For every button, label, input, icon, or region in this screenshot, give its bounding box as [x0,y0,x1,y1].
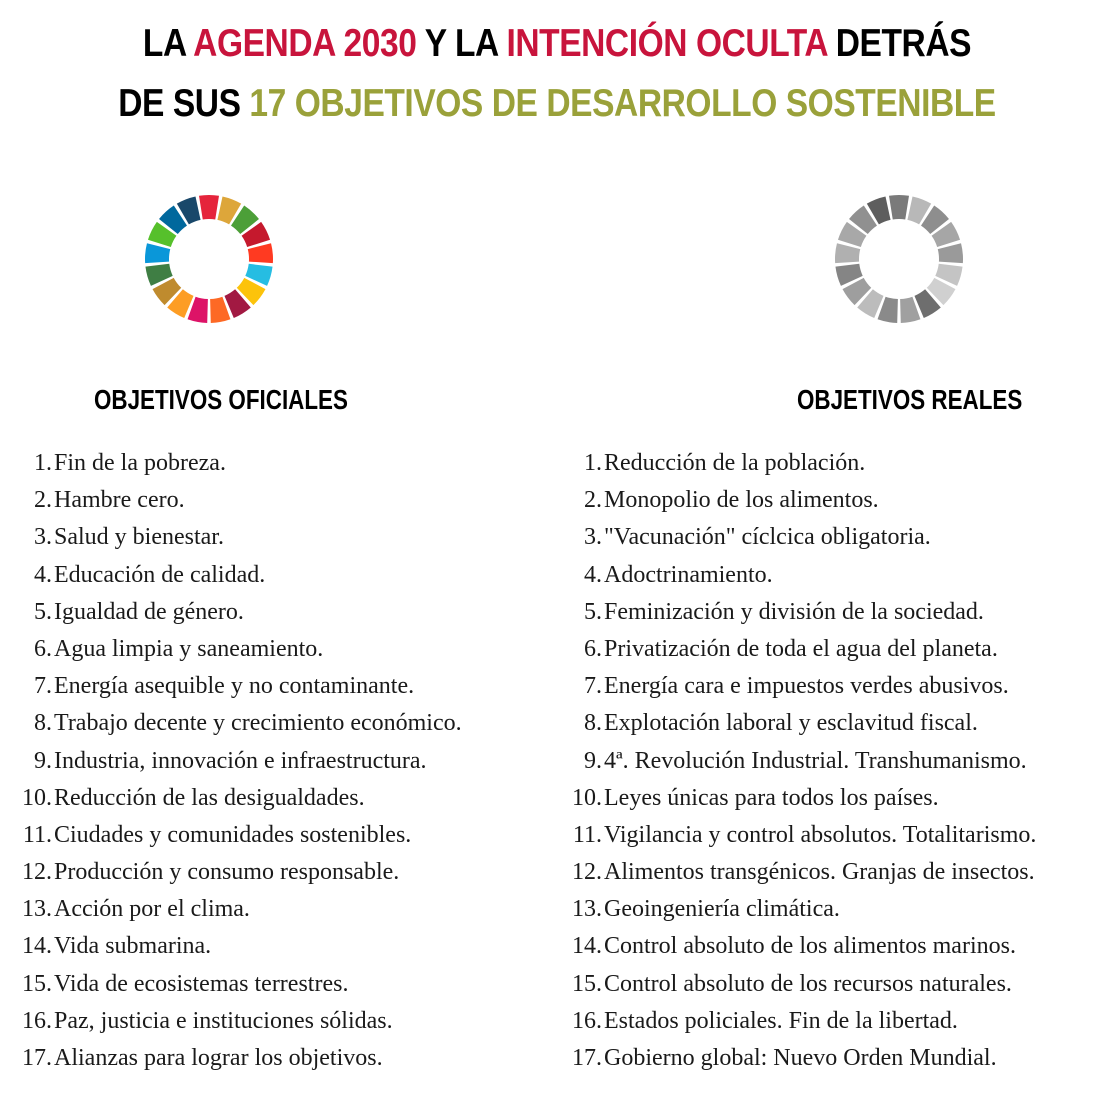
list-item [0,854,462,891]
item-text: Paz, justicia e instituciones sólidas. [54,1007,393,1034]
list-item [550,482,1036,519]
item-number: 15. [22,970,52,997]
item-text: Feminización y división de la sociedad. [604,598,984,625]
title-seg: LA [142,22,194,65]
list-item [550,891,1036,928]
item-text: Vida de ecosistemas terrestres. [54,970,349,997]
list-item [0,1003,462,1040]
item-number: 13. [22,896,52,923]
item-text: Vida submarina. [54,933,212,960]
item-text: Fin de la pobreza. [54,450,226,476]
list-item [550,743,1036,780]
wheel-segment [835,243,860,263]
item-number: 2. [584,487,602,514]
item-number: 17. [572,1045,602,1071]
list-item [0,631,462,668]
title-highlight-intencion: INTENCIÓN OCULTA [506,22,827,65]
list-item [0,705,462,742]
title-seg: Y LA [416,22,507,65]
sdg-color-wheel-icon [144,194,274,324]
list-item [550,928,1036,965]
item-text: Reducción de las desigualdades. [54,784,365,811]
list-item [550,817,1036,854]
item-number: 7. [584,673,602,700]
wheel-segment [145,243,170,263]
item-number: 1. [584,450,602,476]
list-item [0,482,462,519]
list-item [550,1003,1036,1040]
title-seg: DETRÁS [826,22,972,65]
list-item [0,780,462,817]
title-line-2 [78,80,1036,128]
item-number: 11. [22,821,52,848]
list-item [550,1040,1036,1077]
list-item [0,966,462,1003]
item-text: Educación de calidad. [54,561,266,588]
item-text: Adoctrinamiento. [604,561,773,588]
item-text: Control absoluto de los alimentos marinos. [604,933,1016,960]
item-number: 14. [572,933,602,960]
item-text: Leyes únicas para todos los países. [604,784,939,811]
list-item [0,445,462,482]
list-item [550,557,1036,594]
item-number: 5. [34,598,52,625]
heading-objetivos-oficiales: OBJETIVOS OFICIALES [94,384,348,415]
wheel-segment [199,195,219,219]
wheel-segment [889,195,909,219]
item-number: 1. [34,450,52,476]
list-item [0,928,462,965]
item-number: 17. [22,1045,52,1071]
list-item [0,1040,462,1077]
list-item [0,817,462,854]
item-text: Vigilancia y control absolutos. Totalitarismo. [604,821,1037,848]
item-text: Industria, innovación e infraestructura. [54,747,427,774]
item-number: 3. [584,524,602,551]
item-number: 4. [34,561,52,588]
list-item [0,557,462,594]
item-text: Monopolio de los alimentos. [604,487,879,514]
item-text: Salud y bienestar. [54,524,224,551]
item-number: 11. [572,821,602,848]
item-text: Acción por el clima. [54,896,250,923]
list-item [550,854,1036,891]
item-text: Alianzas para lograr los objetivos. [54,1045,383,1071]
item-number: 16. [572,1007,602,1034]
item-text: Estados policiales. Fin de la libertad. [604,1007,958,1034]
item-text: Gobierno global: Nuevo Orden Mundial. [604,1045,997,1071]
item-number: 6. [584,635,602,662]
item-number: 9. [584,747,602,774]
item-number: 15. [572,970,602,997]
list-item [550,966,1036,1003]
list-item [550,780,1036,817]
list-item [0,668,462,705]
list-item [0,519,462,556]
item-text: Explotación laboral y esclavitud fiscal. [604,710,978,737]
list-item [550,519,1036,556]
item-text: Ciudades y comunidades sostenibles. [54,821,412,848]
item-text: Agua limpia y saneamiento. [54,635,324,662]
item-number: 10. [572,784,602,811]
item-text: Energía cara e impuestos verdes abusivos. [604,673,1009,700]
item-text: Energía asequible y no contaminante. [54,673,415,700]
list-item [550,631,1036,668]
list-item [0,594,462,631]
real-goals-list [550,445,1036,1077]
item-number: 16. [22,1007,52,1034]
official-goals-list [0,445,462,1077]
item-text: Trabajo decente y crecimiento económico. [54,710,462,737]
item-number: 13. [572,896,602,923]
sdg-gray-wheel-icon [834,194,964,324]
item-number: 10. [22,784,52,811]
item-number: 7. [34,673,52,700]
list-item [550,705,1036,742]
item-text: Igualdad de género. [54,598,244,625]
item-text: Geoingeniería climática. [604,896,840,923]
title-highlight-objetivos: 17 OBJETIVOS DE DESARROLLO SOSTENIBLE [249,82,996,125]
title-highlight-agenda: AGENDA 2030 [193,22,417,65]
title-line-1 [78,20,1036,68]
item-number: 3. [34,524,52,551]
item-number: 8. [584,710,602,737]
title-seg: DE SUS [118,82,250,125]
wheel-segment [938,243,963,263]
list-item [0,891,462,928]
wheel-segment [248,243,273,263]
item-text: Control absoluto de los recursos naturales. [604,970,1012,997]
item-text: "Vacunación" cíclcica obligatoria. [604,524,931,551]
item-number: 5. [584,598,602,625]
item-number: 12. [572,859,602,886]
item-number: 12. [22,859,52,886]
item-text: Hambre cero. [54,487,185,514]
heading-objetivos-reales: OBJETIVOS REALES [797,384,1023,415]
item-number: 4. [584,561,602,588]
item-text: Producción y consumo responsable. [54,859,400,886]
item-text: Privatización de toda el agua del planeta. [604,635,998,662]
item-number: 2. [34,487,52,514]
item-text: 4ª. Revolución Industrial. Transhumanismo. [604,747,1027,774]
list-item [0,743,462,780]
item-text: Alimentos transgénicos. Granjas de insectos. [604,859,1035,886]
item-number: 9. [34,747,52,774]
item-text: Reducción de la población. [604,450,866,476]
item-number: 8. [34,710,52,737]
list-item [550,594,1036,631]
list-item [550,445,1036,482]
list-item [550,668,1036,705]
item-number: 6. [34,635,52,662]
item-number: 14. [22,933,52,960]
